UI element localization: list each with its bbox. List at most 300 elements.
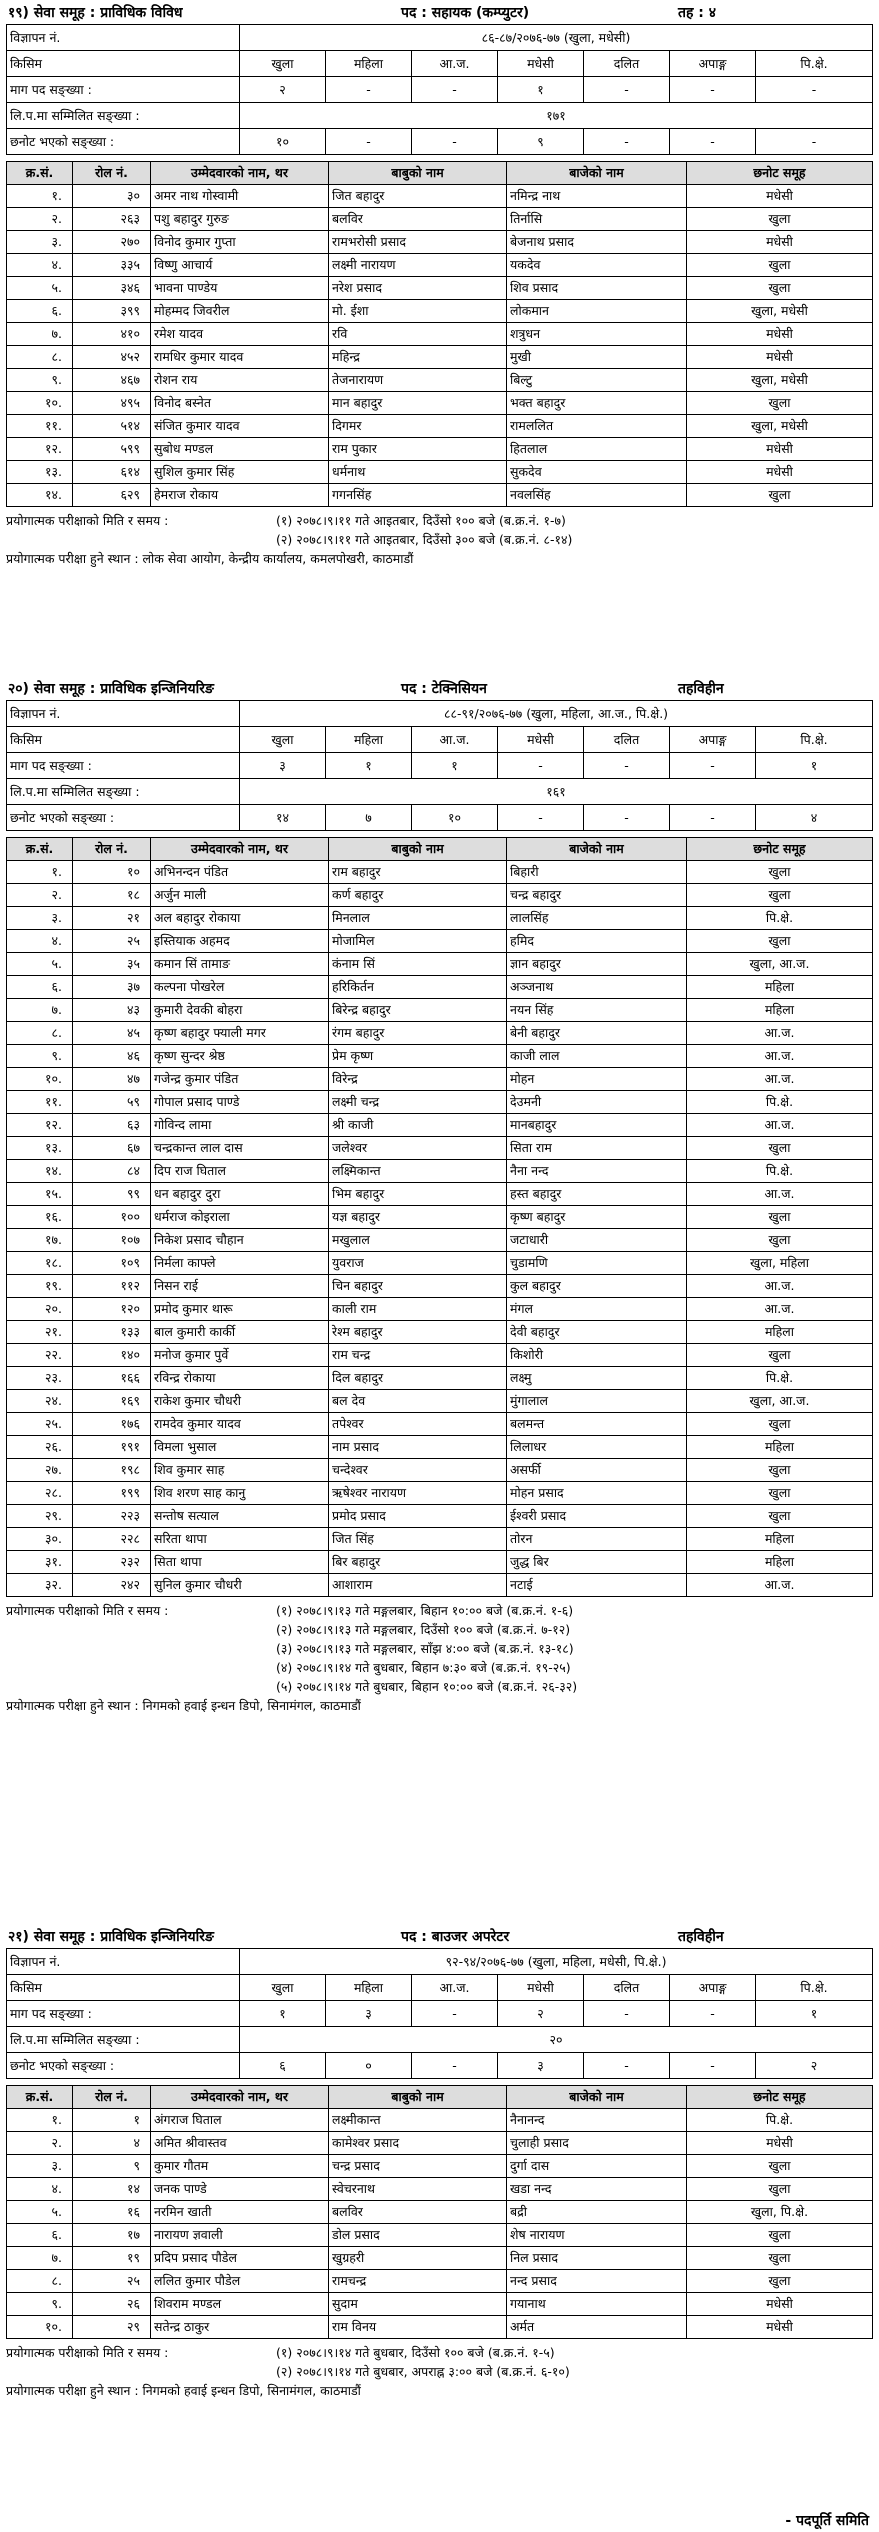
father-name: रेश्म बहादुर [329, 1321, 507, 1344]
father-name: नरेश प्रसाद [329, 277, 507, 300]
column-header: बाजेको नाम [507, 2086, 687, 2109]
serial-number: १०. [7, 392, 73, 415]
candidate-name: विमला भुसाल [151, 1436, 329, 1459]
roll-number: ९ [73, 2155, 151, 2178]
serial-number: ५. [7, 2201, 73, 2224]
selection-group: मधेसी [687, 438, 873, 461]
candidate-name: शिवराम मण्डल [151, 2293, 329, 2316]
grandfather-name: रामललित [507, 415, 687, 438]
table-row [7, 300, 873, 323]
serial-number: १४. [7, 1160, 73, 1183]
table-row [7, 1551, 873, 1574]
father-name: मो. ईशा [329, 300, 507, 323]
roll-number: १४० [73, 1344, 151, 1367]
grandfather-name: बेजनाथ प्रसाद [507, 231, 687, 254]
candidate-name: कुमारी देवकी बोहरा [151, 999, 329, 1022]
candidate-name: रमेश यादव [151, 323, 329, 346]
serial-number: ३२. [7, 1574, 73, 1597]
selection-group: खुला [687, 1206, 873, 1229]
father-name: हरिकिर्तन [329, 976, 507, 999]
demand-row [7, 753, 873, 779]
serial-number: ८. [7, 346, 73, 369]
level: तहविहीन [678, 1929, 724, 1945]
category-header: पि.क्षे. [756, 51, 873, 77]
schedule-line [6, 2362, 872, 2381]
grandfather-name: हितलाल [507, 438, 687, 461]
father-name: महिन्द्र [329, 346, 507, 369]
grandfather-name: शिव प्रसाद [507, 277, 687, 300]
selection-group: खुला [687, 1137, 873, 1160]
category-header: महिला [326, 1975, 412, 2001]
exam-venue: प्रयोगात्मक परीक्षा हुने स्थान : निगमको हवाई इन्धन डिपो, सिनामंगल, काठमाडौं [6, 2383, 361, 2398]
father-name: बलविर [329, 2201, 507, 2224]
serial-number: ८. [7, 2270, 73, 2293]
father-name: विरेन्द्र [329, 1068, 507, 1091]
table-row [7, 1252, 873, 1275]
serial-number: २२. [7, 1344, 73, 1367]
roll-number: ४७ [73, 1068, 151, 1091]
category-header: खुला [240, 1975, 326, 2001]
selected-count: - [670, 805, 756, 831]
father-name: चिन बहादुर [329, 1275, 507, 1298]
column-header: उम्मेदवारको नाम, थर [151, 162, 329, 185]
candidate-name: निसन राई [151, 1275, 329, 1298]
selected-count: - [584, 129, 670, 155]
level: तह : ४ [678, 5, 717, 21]
candidate-name: सुबोध मण्डल [151, 438, 329, 461]
selection-group: आ.ज. [687, 1114, 873, 1137]
candidate-name: मनोज कुमार पुर्वे [151, 1344, 329, 1367]
roll-number: १ [73, 2109, 151, 2132]
table-row [7, 1068, 873, 1091]
selected-row [7, 2053, 873, 2079]
demand-row [7, 77, 873, 103]
grandfather-name: अर्मत [507, 2316, 687, 2339]
table-row [7, 1459, 873, 1482]
serial-number: ६. [7, 976, 73, 999]
candidate-name: कमान सिं तामाङ [151, 953, 329, 976]
roll-number: १६ [73, 2201, 151, 2224]
grandfather-name: जुद्ध बिर [507, 1551, 687, 1574]
selected-count: - [670, 129, 756, 155]
grandfather-name: हस्त बहादुर [507, 1183, 687, 1206]
schedule-item: (१) २०७८।९।११ गते आइतबार, दिउँसो १०० बजे (ब.क्र.नं. १-७) [276, 513, 566, 528]
grandfather-name: बेनी बहादुर [507, 1022, 687, 1045]
grandfather-name: हमिद [507, 930, 687, 953]
grandfather-name: चुलाही प्रसाद [507, 2132, 687, 2155]
selection-group: पि.क्षे. [687, 1367, 873, 1390]
serial-number: २८. [7, 1482, 73, 1505]
exam-schedule [6, 1601, 872, 1696]
father-name: बलविर [329, 208, 507, 231]
father-name: चन्देश्वर [329, 1459, 507, 1482]
included-count: १७१ [240, 103, 873, 129]
grandfather-name: नटाई [507, 1574, 687, 1597]
post-title: पद : सहायक (कम्प्युटर) [401, 5, 530, 21]
table-row [7, 2247, 873, 2270]
selection-group: मधेसी [687, 2316, 873, 2339]
table-row [7, 1022, 873, 1045]
father-name: ऋषेश्वर नारायण [329, 1482, 507, 1505]
selection-group: खुला [687, 1229, 873, 1252]
serial-number: ८. [7, 1022, 73, 1045]
roll-number: ९९ [73, 1183, 151, 1206]
roll-number: ४१० [73, 323, 151, 346]
table-row [7, 1413, 873, 1436]
serial-number: १६. [7, 1206, 73, 1229]
selection-group: खुला [687, 2270, 873, 2293]
candidate-name: अमर नाथ गोस्वामी [151, 185, 329, 208]
father-name: रामभरोसी प्रसाद [329, 231, 507, 254]
serial-number: २६. [7, 1436, 73, 1459]
candidate-name: रविन्द्र रोकाया [151, 1367, 329, 1390]
father-name: तपेश्वर [329, 1413, 507, 1436]
roll-number: २४२ [73, 1574, 151, 1597]
selection-group: महिला [687, 1551, 873, 1574]
table-row [7, 861, 873, 884]
serial-number: ३०. [7, 1528, 73, 1551]
candidate-name: रोशन राय [151, 369, 329, 392]
section-header [6, 1924, 872, 1948]
candidate-name: कृष्ण बहादुर फ्याली मगर [151, 1022, 329, 1045]
selection-group: मधेसी [687, 323, 873, 346]
selected-count: १४ [240, 805, 326, 831]
table-row [7, 484, 873, 507]
candidate-name: अंगराज घिताल [151, 2109, 329, 2132]
serial-number: ९. [7, 369, 73, 392]
roll-number: ५९९ [73, 438, 151, 461]
selected-count: ० [326, 2053, 412, 2079]
ad-row [7, 1949, 873, 1975]
father-name: प्रमोद प्रसाद [329, 1505, 507, 1528]
grandfather-name: नैना नन्द [507, 1160, 687, 1183]
father-name: धर्मनाथ [329, 461, 507, 484]
father-name: डोल प्रसाद [329, 2224, 507, 2247]
category-row [7, 51, 873, 77]
selected-count: १० [240, 129, 326, 155]
demand-count: - [584, 753, 670, 779]
table-row [7, 231, 873, 254]
exam-schedule [6, 2343, 872, 2381]
grandfather-name: बिल्टु [507, 369, 687, 392]
schedule-item: (२) २०७८।९।१३ गते मङ्गलबार, दिउँसो १०० बजे (ब.क्र.नं. ७-१२) [276, 1622, 571, 1637]
grandfather-name: देवी बहादुर [507, 1321, 687, 1344]
demand-count: - [498, 753, 584, 779]
table-row [7, 1160, 873, 1183]
category-header: आ.ज. [412, 727, 498, 753]
roll-number: १०७ [73, 1229, 151, 1252]
ad-row [7, 25, 873, 51]
table-row [7, 1275, 873, 1298]
roll-number: ४६ [73, 1045, 151, 1068]
included-row [7, 779, 873, 805]
roll-number: २५ [73, 2270, 151, 2293]
selected-count: ४ [756, 805, 873, 831]
column-header: बाजेको नाम [507, 838, 687, 861]
demand-count: ३ [326, 2001, 412, 2027]
table-row [7, 2178, 873, 2201]
schedule-item: (१) २०७८।९।१३ गते मङ्गलबार, बिहान १०:०० बजे (ब.क्र.नं. १-६) [276, 1603, 574, 1618]
selected-count: - [584, 2053, 670, 2079]
father-name: राम बहादुर [329, 861, 507, 884]
roll-number: १०० [73, 1206, 151, 1229]
selection-group: आ.ज. [687, 1574, 873, 1597]
section-header [6, 676, 872, 700]
table-row [7, 2132, 873, 2155]
selected-label: छनोट भएको सङ्ख्या : [7, 2053, 240, 2079]
father-name: यज्ञ बहादुर [329, 1206, 507, 1229]
selection-group: आ.ज. [687, 1022, 873, 1045]
roll-number: ३७ [73, 976, 151, 999]
father-name: राम विनय [329, 2316, 507, 2339]
grandfather-name: तिर्नासि [507, 208, 687, 231]
grandfather-name: ईश्वरी प्रसाद [507, 1505, 687, 1528]
candidate-name: बाल कुमारी कार्की [151, 1321, 329, 1344]
serial-number: ९. [7, 1045, 73, 1068]
candidate-name: चन्द्रकान्त लाल दास [151, 1137, 329, 1160]
grandfather-name: बिहारी [507, 861, 687, 884]
serial-number: १२. [7, 438, 73, 461]
included-row [7, 2027, 873, 2053]
roll-number: १९ [73, 2247, 151, 2270]
selection-group: खुला, पि.क्षे. [687, 2201, 873, 2224]
roll-number: ४५२ [73, 346, 151, 369]
selection-group: मधेसी [687, 231, 873, 254]
exam-venue: प्रयोगात्मक परीक्षा हुने स्थान : लोक सेवा आयोग, केन्द्रीय कार्यालय, कमलपोखरी, काठमाडौं [6, 551, 414, 566]
selection-group: मधेसी [687, 461, 873, 484]
father-name: जित सिंह [329, 1528, 507, 1551]
candidate-name: गोविन्द लामा [151, 1114, 329, 1137]
table-row [7, 1482, 873, 1505]
serial-number: ७. [7, 2247, 73, 2270]
selected-count: - [412, 2053, 498, 2079]
selection-group: खुला, मधेसी [687, 369, 873, 392]
father-name: नाम प्रसाद [329, 1436, 507, 1459]
service-group: १९) सेवा समूह : प्राविधिक विविध [8, 5, 183, 21]
demand-count: - [670, 2001, 756, 2027]
category-header: आ.ज. [412, 51, 498, 77]
candidate-name: शिव शरण साह कानु [151, 1482, 329, 1505]
serial-number: २७. [7, 1459, 73, 1482]
father-name: तेजनारायण [329, 369, 507, 392]
selection-group: खुला [687, 208, 873, 231]
post-title: पद : बाउजर अपरेटर [401, 1929, 510, 1945]
column-header: उम्मेदवारको नाम, थर [151, 838, 329, 861]
selection-group: आ.ज. [687, 1183, 873, 1206]
serial-number: ३. [7, 907, 73, 930]
roll-number: १२० [73, 1298, 151, 1321]
candidate-name: गोपाल प्रसाद पाण्डे [151, 1091, 329, 1114]
demand-count: १ [412, 753, 498, 779]
demand-count: ३ [240, 753, 326, 779]
roll-number: ६२९ [73, 484, 151, 507]
grandfather-name: मानबहादुर [507, 1114, 687, 1137]
table-row [7, 461, 873, 484]
selection-group: महिला [687, 1528, 873, 1551]
serial-number: ९. [7, 2293, 73, 2316]
candidate-header-row [7, 838, 873, 861]
roll-number: १९१ [73, 1436, 151, 1459]
schedule-label: प्रयोगात्मक परीक्षाको मिति र समय : [6, 1603, 169, 1618]
grandfather-name: अञ्जनाथ [507, 976, 687, 999]
serial-number: २९. [7, 1505, 73, 1528]
grandfather-name: शेष नारायण [507, 2224, 687, 2247]
candidate-name: गजेन्द्र कुमार पंडित [151, 1068, 329, 1091]
candidate-name: राकेश कुमार चौधरी [151, 1390, 329, 1413]
included-label: लि.प.मा सम्मिलित सङ्ख्या : [7, 2027, 240, 2053]
serial-number: ७. [7, 999, 73, 1022]
grandfather-name: काजी लाल [507, 1045, 687, 1068]
candidate-name: विष्णु आचार्य [151, 254, 329, 277]
father-name: भिम बहादुर [329, 1183, 507, 1206]
grandfather-name: नैनानन्द [507, 2109, 687, 2132]
roll-number: ६७ [73, 1137, 151, 1160]
grandfather-name: मुखी [507, 346, 687, 369]
grandfather-name: नयन सिंह [507, 999, 687, 1022]
grandfather-name: ज्ञान बहादुर [507, 953, 687, 976]
exam-venue: प्रयोगात्मक परीक्षा हुने स्थान : निगमको हवाई इन्धन डिपो, सिनामंगल, काठमाडौं [6, 1698, 361, 1713]
serial-number: २४. [7, 1390, 73, 1413]
selection-group: खुला [687, 484, 873, 507]
table-row [7, 1367, 873, 1390]
selection-group: खुला [687, 861, 873, 884]
grandfather-name: जटाधारी [507, 1229, 687, 1252]
selected-label: छनोट भएको सङ्ख्या : [7, 129, 240, 155]
selection-group: मधेसी [687, 185, 873, 208]
category-header: दलित [584, 727, 670, 753]
schedule-item: (४) २०७८।९।१४ गते बुधबार, बिहान ७:३० बजे (ब.क्र.नं. १९-२५) [276, 1660, 571, 1675]
grandfather-name: बलमन्त [507, 1413, 687, 1436]
roll-number: ४६७ [73, 369, 151, 392]
father-name: दिल बहादुर [329, 1367, 507, 1390]
selected-count: ३ [498, 2053, 584, 2079]
schedule-item: (५) २०७८।९।१४ गते बुधबार, बिहान १०:०० बजे (ब.क्र.नं. २६-३२) [276, 1679, 578, 1694]
grandfather-name: मंगल [507, 1298, 687, 1321]
serial-number: ५. [7, 277, 73, 300]
candidate-name: विनोद कुमार गुप्ता [151, 231, 329, 254]
grandfather-name: खडा नन्द [507, 2178, 687, 2201]
section-3 [6, 1924, 872, 2401]
selection-group: खुला [687, 2247, 873, 2270]
category-header: पि.क्षे. [756, 1975, 873, 2001]
table-row [7, 930, 873, 953]
candidate-name: कुमार गौतम [151, 2155, 329, 2178]
selection-group: खुला [687, 254, 873, 277]
included-count: १६१ [240, 779, 873, 805]
selection-group: खुला, मधेसी [687, 300, 873, 323]
ad-number: ८६-८७/२०७६-७७ (खुला, मधेसी) [240, 25, 873, 51]
candidate-name: निकेश प्रसाद चौहान [151, 1229, 329, 1252]
demand-count: १ [326, 753, 412, 779]
selection-group: खुला [687, 1482, 873, 1505]
demand-count: - [584, 77, 670, 103]
father-name: जलेश्वर [329, 1137, 507, 1160]
category-header: दलित [584, 51, 670, 77]
serial-number: ३. [7, 231, 73, 254]
roll-number: ४५ [73, 1022, 151, 1045]
candidate-name: शिव कुमार साह [151, 1459, 329, 1482]
demand-count: २ [240, 77, 326, 103]
column-header: रोल नं. [73, 162, 151, 185]
roll-number: ६३ [73, 1114, 151, 1137]
grandfather-name: कुल बहादुर [507, 1275, 687, 1298]
column-header: बाबुको नाम [329, 2086, 507, 2109]
schedule-line [6, 1658, 872, 1677]
roll-number: १६९ [73, 1390, 151, 1413]
candidate-name: धन बहादुर दुरा [151, 1183, 329, 1206]
selected-label: छनोट भएको सङ्ख्या : [7, 805, 240, 831]
table-row [7, 346, 873, 369]
grandfather-name: भक्त बहादुर [507, 392, 687, 415]
schedule-line [6, 530, 872, 549]
table-row [7, 2224, 873, 2247]
category-label: किसिम [7, 1975, 240, 2001]
table-row [7, 907, 873, 930]
roll-number: ५९ [73, 1091, 151, 1114]
father-name: दिगमर [329, 415, 507, 438]
column-header: क्र.सं. [7, 162, 73, 185]
exam-schedule [6, 511, 872, 549]
table-row [7, 323, 873, 346]
grandfather-name: नन्द प्रसाद [507, 2270, 687, 2293]
roll-number: ४३ [73, 999, 151, 1022]
selection-group: आ.ज. [687, 1275, 873, 1298]
grandfather-name: चन्द्र बहादुर [507, 884, 687, 907]
selection-group: पि.क्षे. [687, 2109, 873, 2132]
candidate-name: कल्पना पोखरेल [151, 976, 329, 999]
grandfather-name: लोकमान [507, 300, 687, 323]
table-row [7, 277, 873, 300]
selection-group: खुला [687, 884, 873, 907]
table-row [7, 1574, 873, 1597]
demand-label: माग पद सङ्ख्या : [7, 753, 240, 779]
table-row [7, 1091, 873, 1114]
father-name: राम पुकार [329, 438, 507, 461]
selection-group: खुला [687, 2224, 873, 2247]
selected-count: ६ [240, 2053, 326, 2079]
candidate-name: विनोद बस्नेत [151, 392, 329, 415]
schedule-item: (२) २०७८।९।११ गते आइतबार, दिउँसो ३०० बजे (ब.क्र.नं. ८-१४) [276, 532, 573, 547]
table-row [7, 208, 873, 231]
included-label: लि.प.मा सम्मिलित सङ्ख्या : [7, 103, 240, 129]
selected-count: - [326, 129, 412, 155]
candidate-name: सन्तोष सत्याल [151, 1505, 329, 1528]
father-name: रंगम बहादुर [329, 1022, 507, 1045]
table-row [7, 976, 873, 999]
father-name: मोजामिल [329, 930, 507, 953]
candidate-name: भावना पाण्डेय [151, 277, 329, 300]
roll-number: १८ [73, 884, 151, 907]
father-name: रवि [329, 323, 507, 346]
table-row [7, 438, 873, 461]
selection-group: महिला [687, 1436, 873, 1459]
selected-count: - [756, 129, 873, 155]
selected-count: - [584, 805, 670, 831]
selected-count: - [412, 129, 498, 155]
roll-number: २५ [73, 930, 151, 953]
table-row [7, 1390, 873, 1413]
table-row [7, 392, 873, 415]
candidate-name: संजित कुमार यादव [151, 415, 329, 438]
candidate-name: इस्तियाक अहमद [151, 930, 329, 953]
category-header: अपाङ्ग [670, 1975, 756, 2001]
column-header: बाबुको नाम [329, 162, 507, 185]
ad-row [7, 701, 873, 727]
category-header: खुला [240, 727, 326, 753]
table-row [7, 2109, 873, 2132]
roll-number: १३३ [73, 1321, 151, 1344]
table-row [7, 1298, 873, 1321]
